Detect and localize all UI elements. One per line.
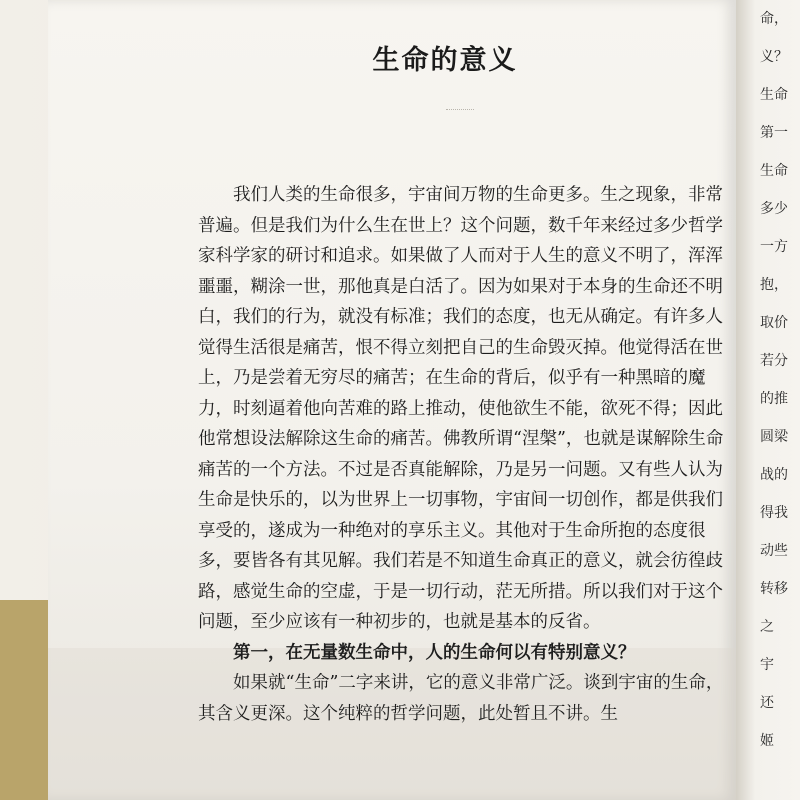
facing-page-line: 义？	[760, 49, 788, 65]
page-body	[198, 180, 726, 729]
facing-page-line: 战的	[760, 467, 788, 483]
title-ornament	[446, 103, 474, 110]
chapter-title: 生命的意义	[372, 45, 518, 76]
facing-page-line: 圆梁	[760, 429, 788, 445]
facing-page-line: 一方	[760, 239, 788, 255]
facing-page-line: 多少	[760, 201, 788, 217]
facing-page-line: 宇	[760, 657, 774, 673]
facing-page-line: 转移	[760, 581, 788, 597]
body-paragraph-2: 如果就“生命”二字来讲，它的意义非常广泛。谈到宇宙的生命，其含义更深。这个纯粹的哲学问题，此处暂且不讲。生	[198, 673, 724, 724]
facing-page-line: 得我	[760, 505, 788, 521]
body-paragraph-1: 我们人类的生命很多，宇宙间万物的生命更多。生之现象，非常普遍。但是我们为什么生在世上？这个问题，数千年来经过多少哲学家科学家的研讨和追求。如果做了人而对于人生的意义不明了，浑浑噩噩，糊涂一世，那他真是白活了。因为如果对于本身的生命还不明白，我们的行为，就没有标准；我们的态度，也无从确定。有许多人觉得生活很是痛苦，恨不得立刻把自己的生命毁灭掉。他觉得活在世上，乃是尝着无穷尽的痛苦；在生命的背后，似乎有一种黑暗的魔力，时刻逼着他向苦难的路上推动，使他欲生不能，欲死不得；因此他常想设法解除这生命的痛苦。佛教所谓“涅槃”，也就是谋解除生命痛苦的一个方法。不过是否真能解除，乃是另一问题。又有些人认为生命是快乐的，以为世界上一切事物，宇宙间一切创作，都是供我们享受的，遂成为一种绝对的享乐主义。其他对于生命所抱的态度很多，要皆各有其见解。我们若是不知道生命真正的意义，就会彷徨歧路，感觉生命的空虚，于是一切行动，茫无所措。所以我们对于这个问题，至少应该有一种初步的，也就是基本的反省。	[198, 185, 724, 632]
facing-page-line: 第一	[760, 125, 788, 141]
facing-page-line: 生命	[760, 163, 788, 179]
facing-page-line: 之	[760, 619, 774, 635]
facing-page-line: 姬	[760, 733, 774, 749]
facing-page-line: 动些	[760, 543, 788, 559]
facing-page-line: 取价	[760, 315, 788, 331]
book-cover-edge	[0, 600, 48, 800]
facing-page-line: 生命	[760, 87, 788, 103]
facing-page-text	[760, 0, 800, 800]
facing-page-line: 的推	[760, 391, 788, 407]
section-heading-1: 第一，在无量数生命中，人的生命何以有特别意义？	[233, 642, 636, 663]
facing-page-line: 还	[760, 695, 774, 711]
facing-page-line: 若分	[760, 353, 788, 369]
facing-page-line: 抱，	[760, 277, 788, 293]
facing-page-line: 命，	[760, 11, 788, 27]
